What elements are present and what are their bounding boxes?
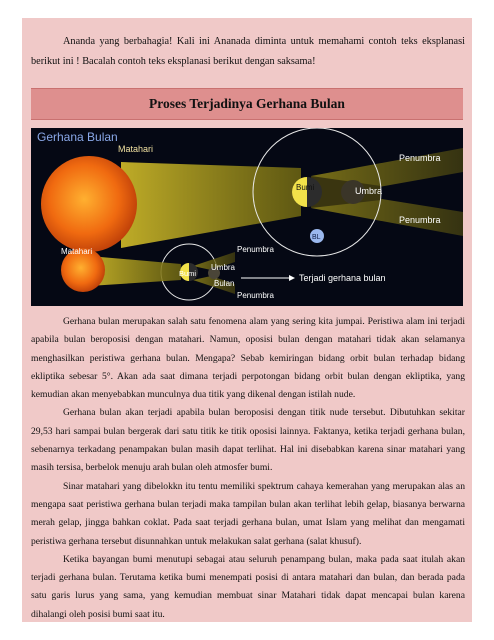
label-penumbra-upper-top: Penumbra — [399, 153, 441, 163]
label-bl: BL — [312, 234, 321, 241]
page-title: Proses Terjadinya Gerhana Bulan — [149, 96, 345, 111]
label-umbra-bottom: Umbra — [211, 263, 236, 272]
sun-top — [41, 156, 137, 252]
label-bumi-bottom: Bumi — [179, 269, 197, 278]
paragraph: Gerhana bulan merupakan salah satu fenomena alam yang sering kita jumpai. Peristiwa alam ini terjadi apabila bulan beroposisi dengan matahari. Namun, oposisi bulan dengan matahari tidak akan selamanya menghasilkan peristiwa gerhana bulan. Mengapa? Sebab kemiringan bidang orbit bulan terhadap bidang ekliptika sebesar 5°. Akan ada saat dimana terjadi perpotongan bidang orbit bulan dengan ekliptika, yang kemudian akan menyebabkan munculnya dua titik yang dikenal dengan istilah nude. — [31, 316, 465, 401]
explanation-body — [31, 313, 465, 624]
label-bulan-bottom: Bulan — [214, 279, 235, 288]
intro-instruction — [31, 32, 465, 72]
label-matahari-bottom: Matahari — [61, 247, 93, 256]
intro-text: Ananda yang berbahagia! Kali ini Ananada diminta untuk memahami contoh teks eksplanasi berikut ini ! Bacalah contoh teks eksplanasi berikut dengan saksama! — [31, 36, 465, 67]
label-arrow-caption: Terjadi gerhana bulan — [299, 273, 386, 283]
label-penumbra-lower-bottom: Penumbra — [237, 291, 274, 300]
lunar-eclipse-diagram — [31, 128, 463, 306]
diagram-heading: Gerhana Bulan — [37, 130, 118, 144]
label-bumi-top: Bumi — [296, 183, 315, 192]
label-penumbra-upper-bottom: Penumbra — [237, 245, 274, 254]
title-bar — [31, 88, 463, 120]
paragraph: Sinar matahari yang dibelokkn itu tentu memiliki spektrum cahaya kemerahan yang merupakan alas an mengapa saat peristiwa gerhana bulan terjadi maka tampilan bulan akan terlihat lebih gelap, biasanya berwarna merah gelap, jingga bahkan coklat. Pada saat terjadi gerhana bulan, umat Islam yang melihat dan mengamati peristiwa gerhana tersebut disunnahkan untuk melakukan salat gerhana (salat khusuf). — [31, 480, 465, 547]
paragraph: Gerhana bulan akan terjadi apabila bulan beroposisi dengan titik nude tersebut. Dibutuhkan sekitar 29,53 hari sampai bulan bergerak dari satu titik ke titik oposisi lainnya. Faktanya, ketika terjadi gerhana bulan, sebenarnya terkadang penampakan bulan masih dapat terlihat. Hal ini disebabkan karena sinar matahari yang masih tersisa, berbelok menuju arah bulan oleh atmosfer bumi. — [31, 407, 465, 474]
paragraph: Ketika bayangan bumi menutupi sebagai atau seluruh penampang bulan, maka pada saat itulah akan terjadi gerhana bulan. Terutama ketika bumi menempati posisi di antara matahari dan bulan, dan berada pada satu garis lurus yang sama, yang kemudian membuat sinar Matahari tidak dapat mencapai bulan karena dihalangi oleh posisi bumi saat itu. — [31, 553, 465, 620]
label-umbra-top: Umbra — [355, 186, 383, 196]
label-penumbra-lower-top: Penumbra — [399, 215, 441, 225]
label-matahari-top: Matahari — [118, 144, 154, 154]
